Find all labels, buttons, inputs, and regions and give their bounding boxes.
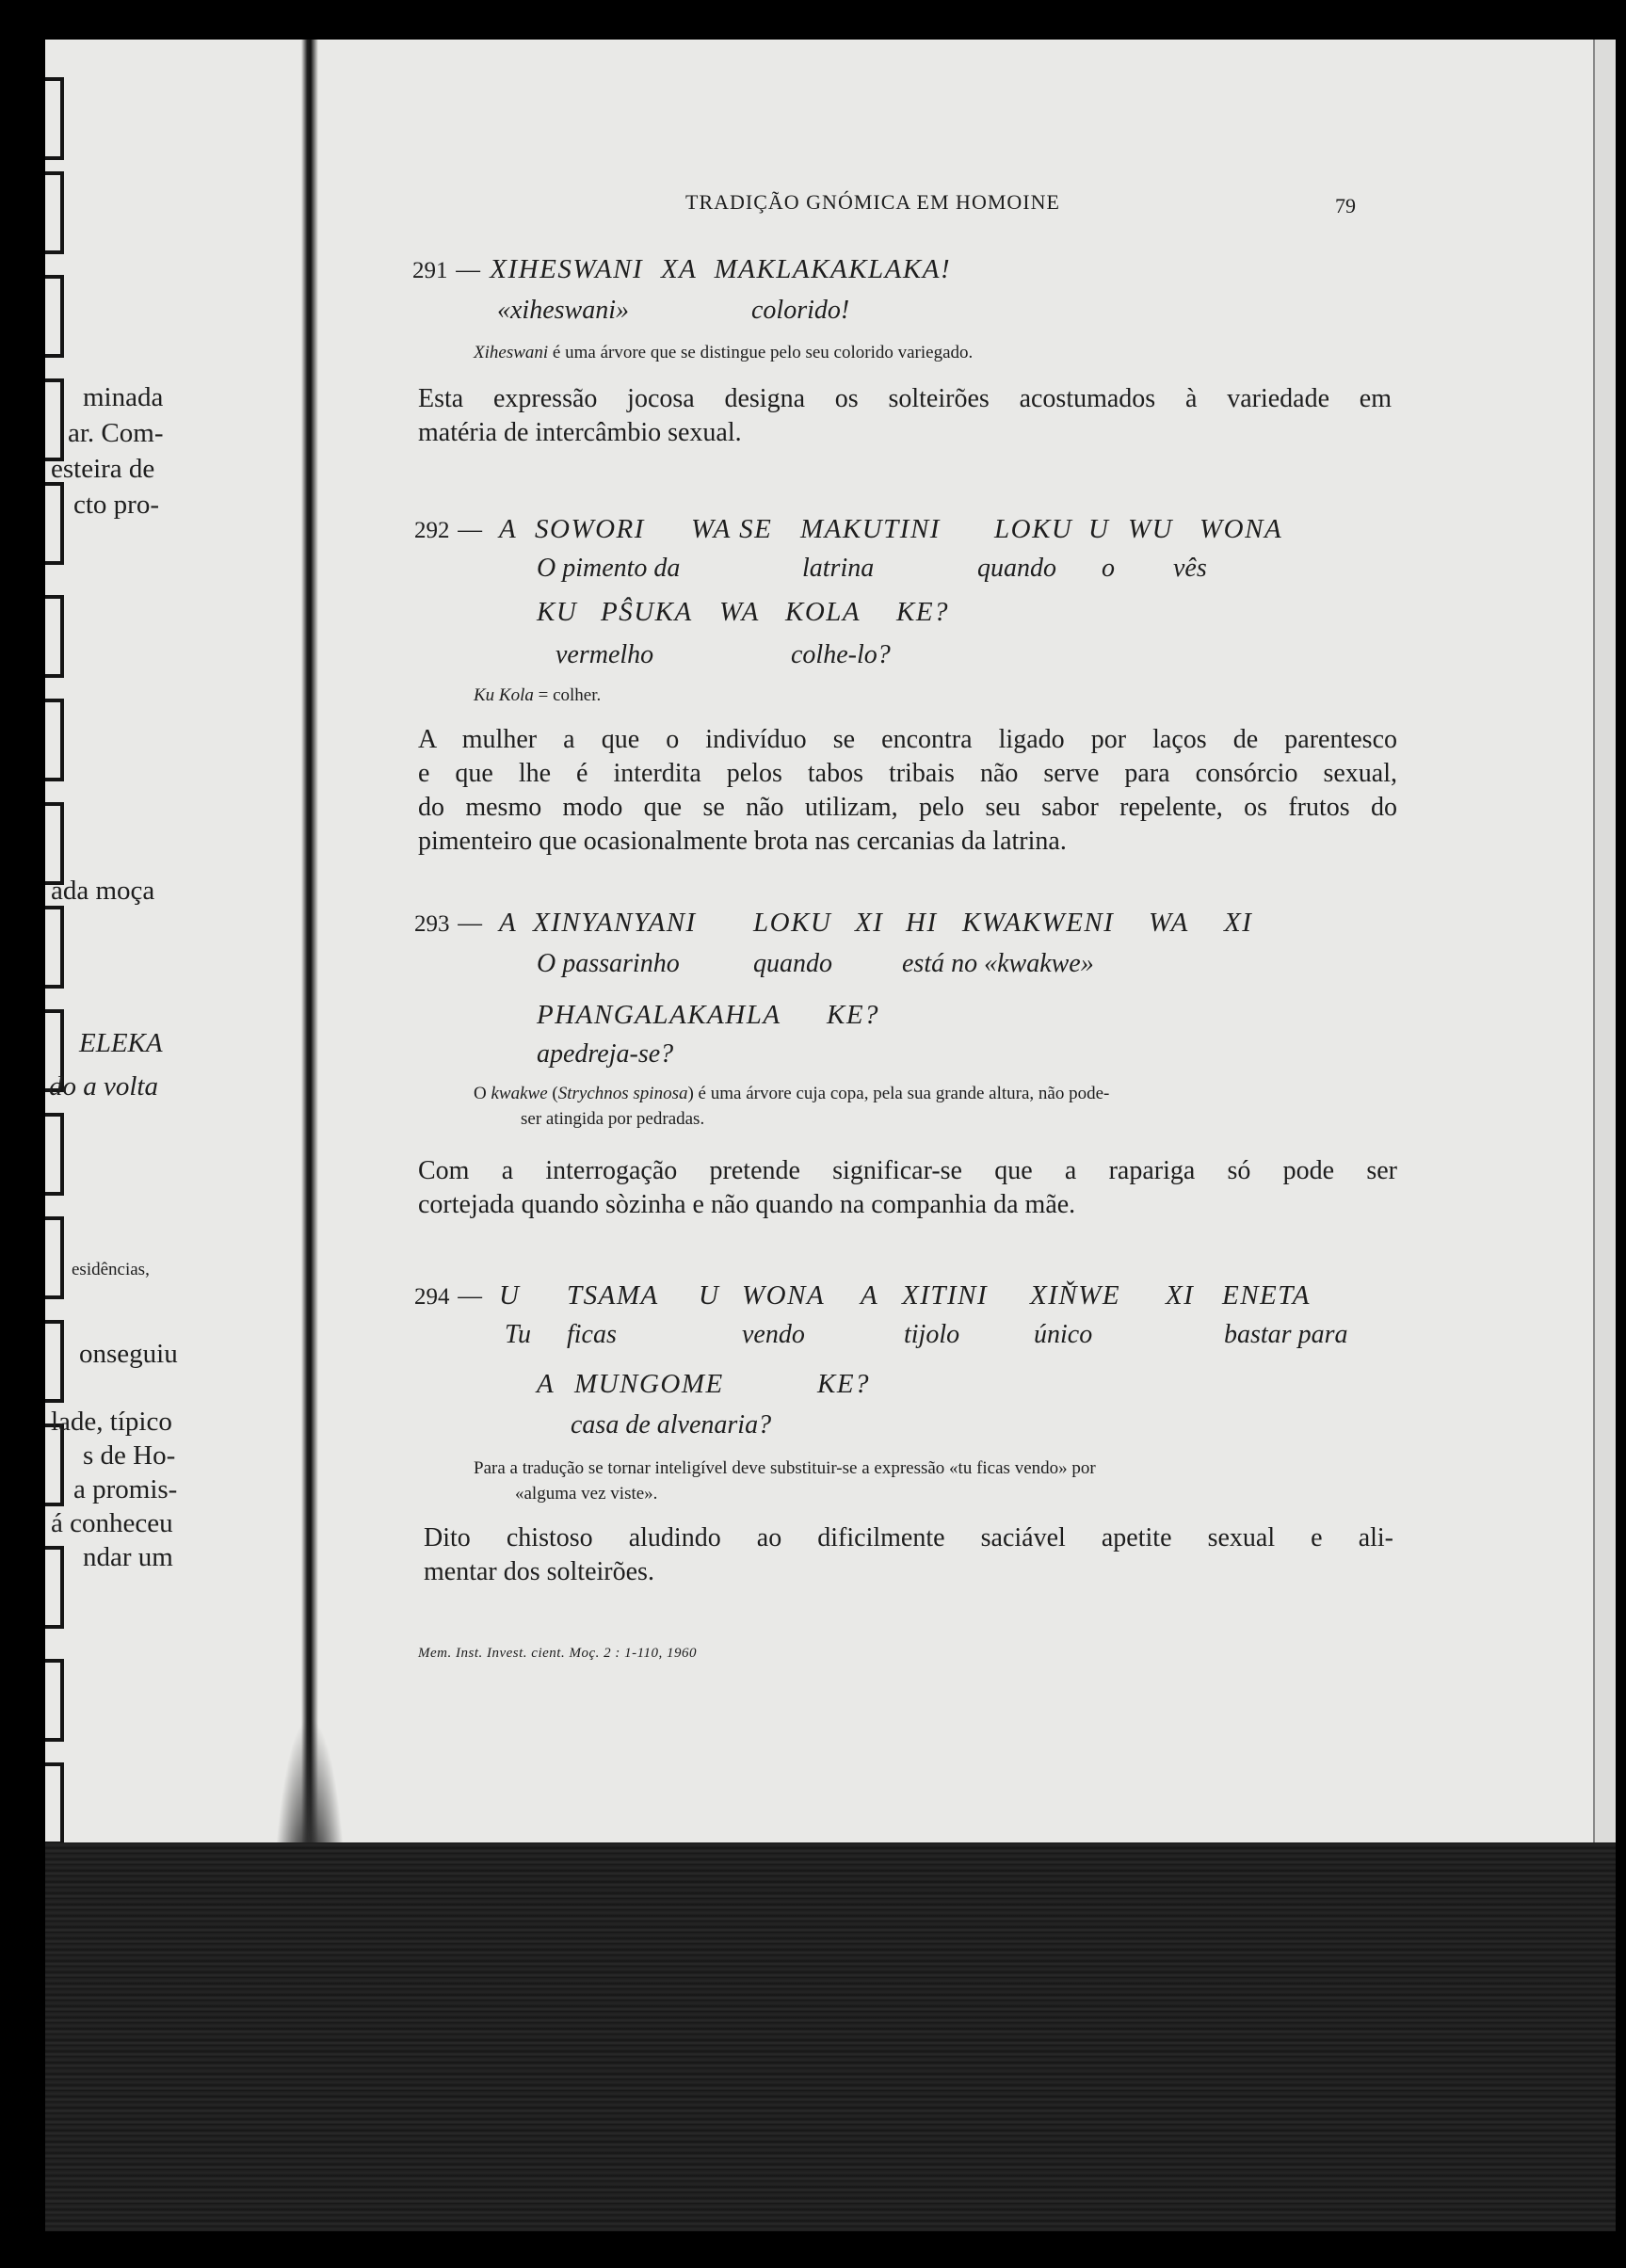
proverb-word: A: [861, 1280, 879, 1311]
proverb-word: U: [1088, 514, 1110, 544]
proverb-word: A: [499, 514, 518, 544]
binder-ring: [45, 77, 64, 160]
binder-ring: [45, 1113, 64, 1196]
left-page-bleed: [45, 40, 328, 1922]
entry-294-paragraph: [424, 1521, 1393, 1589]
proverb-word: A: [537, 1369, 555, 1399]
proverb-word: MUNGOME: [574, 1369, 724, 1399]
translation-word: casa de alvenaria?: [571, 1410, 772, 1440]
paragraph-line: Dito chistoso aludindo ao dificilmente saciável apetite sexual e ali-: [424, 1523, 1393, 1552]
entry-number: 292: [414, 518, 450, 543]
paragraph-line: Com a interrogação pretende significar-se que a rapariga só pode ser: [418, 1156, 1397, 1185]
note-text: Para a tradução se tornar inteligível deve substituir-se a expressão «tu ficas vendo» por: [474, 1458, 1096, 1478]
binder-ring: [45, 378, 64, 461]
running-title: TRADIÇÃO GNÓMICA EM HOMOINE: [685, 190, 1060, 214]
right-page-edge: [1593, 40, 1616, 1842]
proverb-word: KOLA: [785, 597, 861, 627]
bleed-text-line: do a volta: [49, 1071, 158, 1102]
paragraph-line: Esta expressão jocosa designa os solteirões acostumados à variedade em: [418, 384, 1392, 413]
translation-word: o: [1102, 554, 1115, 583]
translation-word: O pimento da: [537, 554, 681, 583]
binder-ring: [45, 595, 64, 678]
paragraph-line: pimenteiro que ocasionalmente brota nas cercanias da latrina.: [418, 827, 1067, 856]
binder-ring: [45, 699, 64, 781]
translation-word: bastar para: [1224, 1320, 1348, 1349]
proverb-word: WONA: [742, 1280, 826, 1311]
page-number: 79: [1335, 194, 1356, 217]
bleed-text-line: s de Ho-: [83, 1440, 176, 1471]
proverb-word: ENETA: [1222, 1280, 1311, 1311]
translation-word: único: [1034, 1320, 1093, 1349]
proverb-word: KE?: [896, 597, 950, 627]
paragraph-line: mentar dos solteirões.: [424, 1557, 654, 1586]
entry-293-number: 293 —: [414, 908, 484, 938]
translation-word: vês: [1173, 554, 1207, 583]
translation-word: apedreja-se?: [537, 1039, 674, 1069]
proverb-word: XI: [1224, 908, 1253, 938]
bleed-text-line: esteira de: [51, 454, 155, 484]
translation-word: Tu: [505, 1320, 532, 1349]
binder-ring: [45, 171, 64, 254]
entry-291-note: [474, 343, 973, 363]
bleed-text-line: a promis-: [73, 1474, 178, 1504]
translation-word: «xiheswani»: [497, 296, 629, 325]
proverb-word: PŜUKA: [601, 597, 693, 627]
bleed-text-line: esidências,: [72, 1260, 150, 1279]
binder-ring: [45, 275, 64, 358]
paragraph-line: matéria de intercâmbio sexual.: [418, 418, 742, 447]
proverb-word: PHANGALAKAHLA: [537, 1000, 781, 1030]
translation-word: tijolo: [904, 1320, 960, 1349]
binder-ring: [45, 1216, 64, 1299]
entry-293-paragraph: [418, 1154, 1397, 1222]
proverb-word: XINYANYANI: [533, 908, 697, 938]
binder-ring: [45, 802, 64, 885]
proverb-word: XITINI: [902, 1280, 989, 1311]
bleed-text-line: lade, típico: [51, 1407, 172, 1437]
paragraph-line: A mulher a que o indivíduo se encontra ligado por laços de parentesco: [418, 725, 1397, 754]
proverb-word: LOKU: [994, 514, 1073, 544]
proverb-word: WONA: [1199, 514, 1283, 544]
bleed-text-line: minada: [83, 382, 164, 412]
proverb-word: LOKU: [753, 908, 832, 938]
bleed-text-line: cto pro-: [73, 490, 159, 520]
translation-word: vendo: [742, 1320, 805, 1349]
translation-word: colhe-lo?: [791, 640, 891, 669]
proverb-word: MAKUTINI: [800, 514, 941, 544]
proverb-word: WU: [1128, 514, 1174, 544]
entry-292-paragraph: [418, 723, 1397, 859]
binder-ring: [45, 1659, 64, 1742]
proverb-word: MAKLAKAKLAKA!: [714, 254, 952, 284]
translation-word: colorido!: [751, 296, 850, 325]
entry-294-number: 294 —: [414, 1280, 484, 1311]
translation-word: quando: [977, 554, 1056, 583]
binder-ring: [45, 906, 64, 989]
note-text: ) é uma árvore cuja copa, pela sua grande altura, não pode-: [687, 1084, 1110, 1103]
proverb-word: WA SE: [691, 514, 773, 544]
entry-292-number: 292 —: [414, 514, 484, 544]
binder-ring: [45, 1546, 64, 1629]
proverb-word: XA: [660, 254, 697, 284]
translation-word: quando: [753, 949, 832, 978]
paper-sheet: [45, 40, 1616, 2231]
entry-291-line-1: 291 — XIHESWANI XA MAKLAKAKLAKA!: [412, 254, 952, 284]
proverb-word: KE?: [817, 1369, 871, 1399]
proverb-word: WA: [719, 597, 760, 627]
footer-citation: Mem. Inst. Invest. cient. Moç. 2 : 1-110, 1960: [418, 1646, 697, 1661]
scan-dark-band: [45, 1842, 1616, 2231]
note-term: Ku Kola: [474, 685, 534, 705]
proverb-word: WA: [1149, 908, 1189, 938]
proverb-word: XI: [855, 908, 884, 938]
proverb-word: KWAKWENI: [962, 908, 1115, 938]
proverb-word: TSAMA: [567, 1280, 659, 1311]
proverb-word: KU: [537, 597, 578, 627]
proverb-word: U: [499, 1280, 521, 1311]
proverb-word: U: [699, 1280, 720, 1311]
bleed-text-line: á conheceu: [51, 1508, 173, 1538]
translation-word: ficas: [567, 1320, 617, 1349]
proverb-word: XI: [1166, 1280, 1195, 1311]
bleed-text-line: ada moça: [51, 876, 155, 906]
note-text: é uma árvore que se distingue pelo seu colorido variegado.: [548, 343, 974, 362]
binder-ring: [45, 482, 64, 565]
proverb-word: KE?: [827, 1000, 880, 1030]
note-text: = colher.: [533, 685, 602, 705]
proverb-word: XIŇWE: [1030, 1280, 1121, 1311]
entry-number: 293: [414, 911, 450, 937]
paragraph-line: do mesmo modo que se não utilizam, pelo seu sabor repelente, os frutos do: [418, 793, 1397, 822]
paragraph-line: e que lhe é interdita pelos tabos tribais não serve para consórcio sexual,: [418, 759, 1397, 788]
entry-number: 291: [412, 258, 448, 283]
entry-294-note: [474, 1456, 1096, 1506]
proverb-word: A: [499, 908, 518, 938]
bleed-text-line: onseguiu: [79, 1339, 178, 1369]
note-term: Strychnos spinosa: [557, 1084, 688, 1103]
note-text: O: [474, 1084, 491, 1103]
bleed-text-line: ELEKA: [79, 1028, 163, 1058]
entry-293-note: [474, 1081, 1109, 1132]
note-text: (: [547, 1084, 558, 1103]
note-term: Xiheswani: [474, 343, 549, 362]
entry-292-note: [474, 685, 601, 706]
translation-word: vermelho: [555, 640, 654, 669]
translation-word: O passarinho: [537, 949, 680, 978]
proverb-word: HI: [906, 908, 938, 938]
paragraph-line: cortejada quando sòzinha e não quando na companhia da mãe.: [418, 1190, 1076, 1219]
entry-number: 294: [414, 1284, 450, 1310]
note-text: ser atingida por pedradas.: [521, 1109, 705, 1129]
binder-ring: [45, 1762, 64, 1845]
translation-word: está no «kwakwe»: [902, 949, 1094, 978]
proverb-word: XIHESWANI: [490, 254, 644, 284]
entry-291-paragraph: [418, 382, 1392, 450]
page-gutter-shadow: [301, 40, 318, 1922]
bleed-text-line: ar. Com-: [68, 418, 164, 448]
proverb-word: SOWORI: [535, 514, 645, 544]
note-text: «alguma vez viste».: [515, 1484, 658, 1504]
translation-word: latrina: [802, 554, 875, 583]
bleed-text-line: ndar um: [83, 1542, 173, 1572]
binder-ring: [45, 1320, 64, 1403]
note-term: kwakwe: [491, 1084, 548, 1103]
